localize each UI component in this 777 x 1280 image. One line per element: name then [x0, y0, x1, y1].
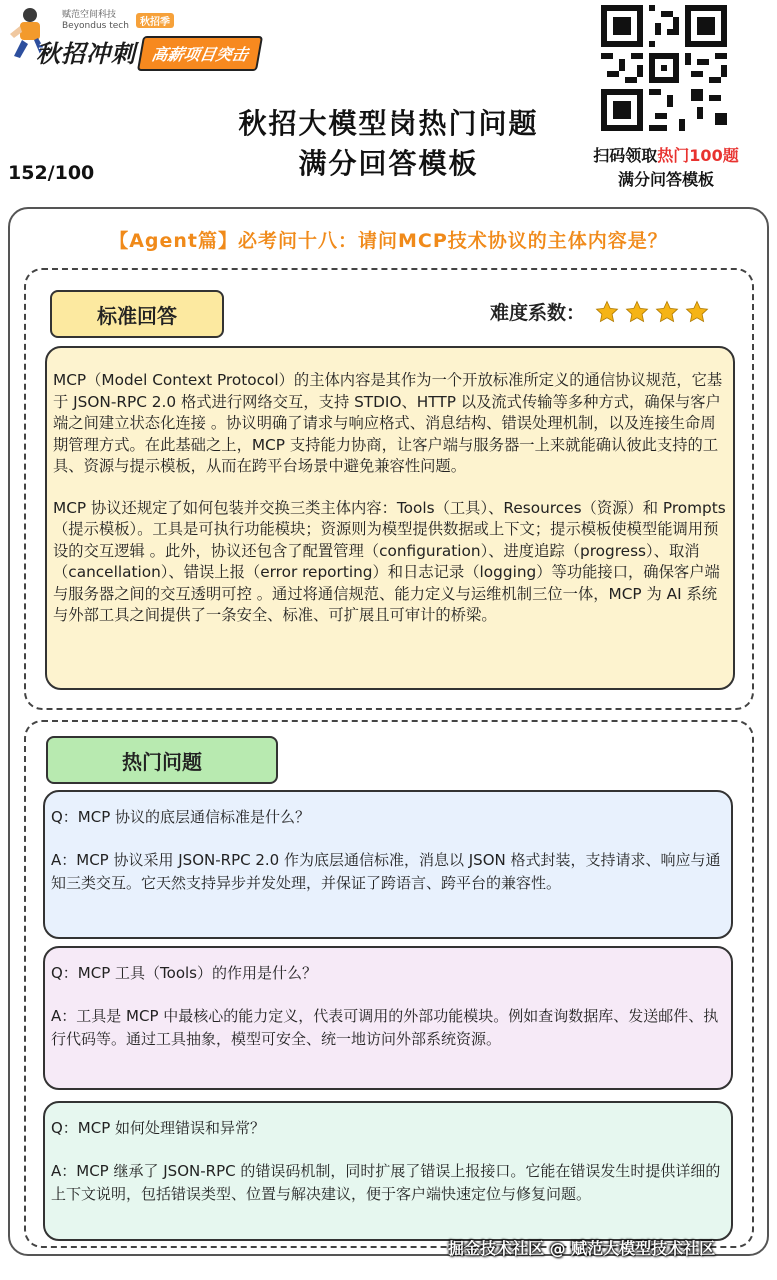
standard-answer-body	[45, 346, 735, 690]
page-title-line2: 满分回答模板	[298, 147, 479, 180]
qa-card	[43, 946, 733, 1090]
page-title-line1: 秋招大模型岗热门问题	[238, 107, 539, 140]
page-counter: 152/100	[8, 162, 95, 184]
qr-caption-highlight: 热门100题	[657, 146, 739, 165]
qr-code-icon[interactable]	[601, 5, 727, 131]
qa-answer: A：工具是 MCP 中最核心的能力定义，代表可调用的外部功能模块。例如查询数据库、发送邮件、执行代码等。通过工具抽象，模型可安全、统一地访问外部系统资源。	[51, 1007, 719, 1048]
difficulty-label: 难度系数：	[490, 302, 586, 324]
answer-paragraph: MCP 协议还规定了如何包装并交换三类主体内容：Tools（工具）、Resources（资源）和 Prompts（提示模板）。工具是可执行功能模块；资源则为模型提供数据或上下文；提示模板使模型能调用预设的交互逻辑 。此外，协议还包含了配置管理（configuration）、进度追踪（progress）、取消（cancellation）、错误上报（error reporting）和日志记录（logging）等功能接口，确保客户端与服务器之间的交互透明可控 。通过将通信规范、能力定义与运维机制三位一体，MCP 为 AI 系统与外部工具之间提供了一条安全、标准、可扩展且可审计的桥梁。	[53, 498, 726, 624]
difficulty-stars	[595, 300, 709, 324]
qa-answer: A：MCP 继承了 JSON-RPC 的错误码机制，同时扩展了错误上报接口。它能在错误发生时提供详细的上下文说明，包括错误类型、位置与解决建议，便于客户端快速定位与修复问题。	[51, 1162, 721, 1203]
question-title: 【Agent篇】必考问十八：请问MCP技术协议的主体内容是？	[109, 230, 668, 252]
sprint-title: 秋招冲刺	[36, 40, 136, 68]
qa-answer: A：MCP 协议采用 JSON-RPC 2.0 作为底层通信标准，消息以 JSON 格式封装，支持请求、响应与通知三类交互。它天然支持异步并发处理，并保证了跨语言、跨平台的兼容性。	[51, 851, 721, 892]
answer-paragraph: MCP（Model Context Protocol）的主体内容是其作为一个开放标准所定义的通信协议规范，它基于 JSON-RPC 2.0 格式进行网络交互，支持 STDIO、HTTP 以及流式传输等多种方式，确保与客户端之间建立状态化连接 。协议明确了请求与响应格式、消息结构、错误处理机制，以及连接生命周期管理方式。在此基础之上，MCP 支持能力协商，让客户端与服务器一上来就能确认彼此支持的工具、资源与提示模板，从而在跨平台场景中避免兼容性问题。	[53, 371, 723, 475]
star-icon	[595, 300, 619, 324]
qa-card	[43, 1101, 733, 1241]
star-icon	[655, 300, 679, 324]
difficulty-rating	[490, 298, 709, 325]
star-icon	[625, 300, 649, 324]
highlight-banner: 高薪项目突击	[137, 36, 263, 71]
standard-answer-label: 标准回答	[50, 290, 224, 338]
star-icon	[685, 300, 709, 324]
qa-question: Q：MCP 工具（Tools）的作用是什么？	[51, 964, 317, 982]
hot-questions-label: 热门问题	[46, 736, 278, 784]
qa-question: Q：MCP 协议的底层通信标准是什么？	[51, 808, 311, 826]
footer-watermark: 掘金技术社区 @ 赋范大模型技术社区	[448, 1239, 716, 1258]
qa-question: Q：MCP 如何处理错误和异常？	[51, 1119, 266, 1137]
qa-card	[43, 790, 733, 939]
brand-tag: 秋招季	[136, 10, 174, 29]
brand-logo: 赋范空间科技 Beyondus tech	[62, 10, 129, 31]
qr-caption: 扫码领取热门100题 满分问答模板	[593, 146, 739, 189]
